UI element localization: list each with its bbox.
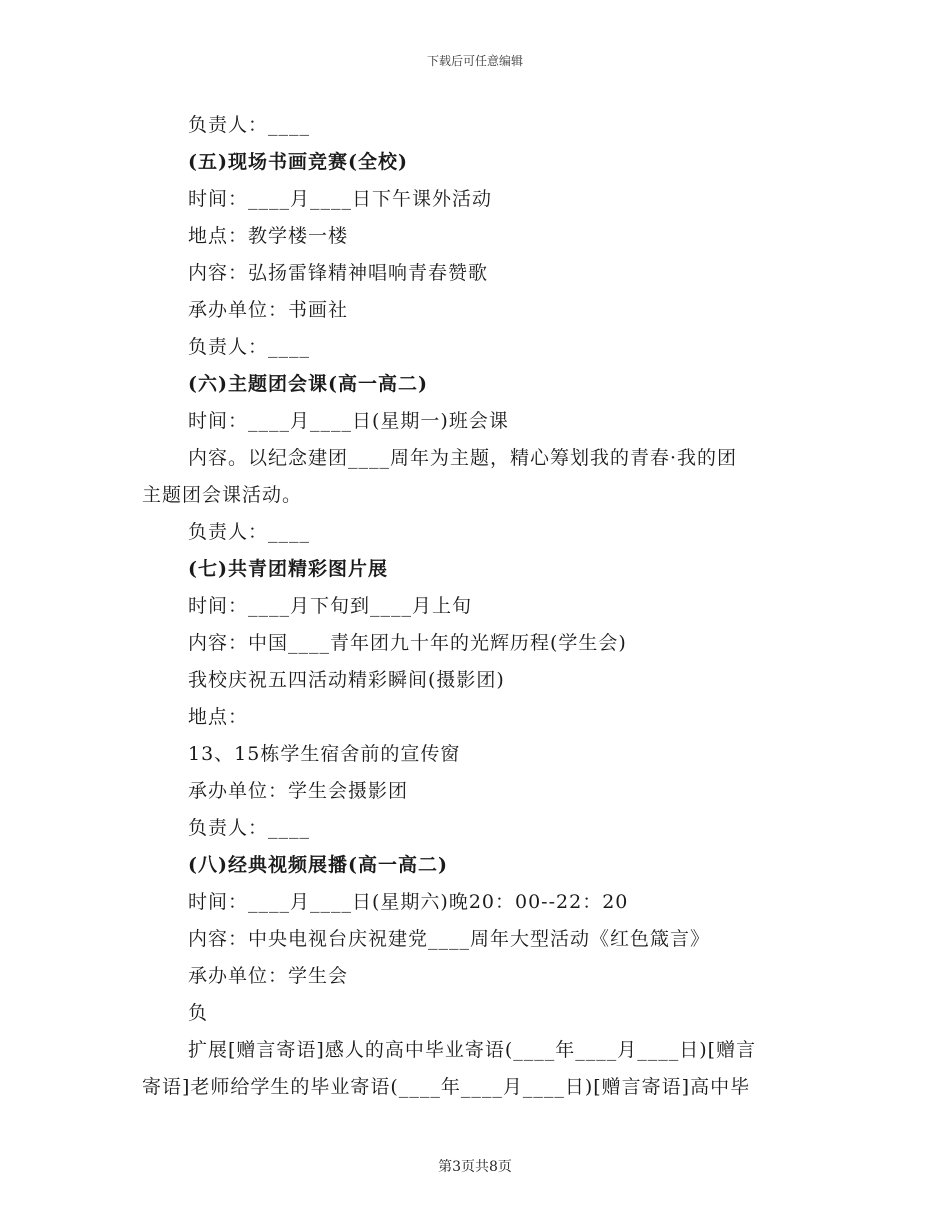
text-line: 13、15栋学生宿舍前的宣传窗 (188, 743, 461, 765)
text-line: 时间：____月____日(星期一)班会课 (188, 410, 509, 432)
text-line: 寄语]老师给学生的毕业寄语(____年____月____日)[赠言寄语]高中毕 (142, 1076, 751, 1098)
text-line: 负 (188, 1002, 209, 1024)
text-line: 内容。以纪念建团____周年为主题，精心筹划我的青春·我的团 (188, 447, 738, 469)
text-line: 承办单位：书画社 (188, 299, 349, 321)
text-line: 内容：中央电视台庆祝建党____周年大型活动《红色箴言》 (188, 928, 711, 950)
section-heading: (五)现场书画竞赛(全校) (188, 151, 408, 173)
text-line: 时间：____月____日(星期六)晚20：00--22：20 (188, 891, 629, 913)
text-line: 地点：教学楼一楼 (188, 225, 349, 247)
page-footer: 第3页共8页 (438, 1159, 512, 1175)
page-header: 下载后可任意编辑 (426, 54, 523, 68)
text-line: 扩展[赠言寄语]感人的高中毕业寄语(____年____月____日)[赠言 (188, 1039, 757, 1061)
text-line: 负责人：____ (188, 114, 311, 136)
document-body (0, 107, 950, 1106)
text-line: 内容：中国____青年团九十年的光辉历程(学生会) (188, 632, 627, 654)
text-line: 承办单位：学生会摄影团 (188, 780, 409, 802)
text-line: 负责人：____ (188, 521, 311, 543)
section-heading: (八)经典视频展播(高一高二) (188, 854, 448, 876)
text-line: 时间：____月下旬到____月上旬 (188, 595, 473, 617)
text-line: 负责人：____ (188, 336, 311, 358)
text-line: 我校庆祝五四活动精彩瞬间(摄影团) (188, 669, 505, 691)
text-line: 负责人：____ (188, 817, 311, 839)
text-line: 地点： (188, 706, 249, 728)
section-heading: (七)共青团精彩图片展 (188, 558, 388, 580)
text-line: 承办单位：学生会 (188, 965, 349, 987)
text-line: 时间：____月____日下午课外活动 (188, 188, 493, 210)
text-line: 内容：弘扬雷锋精神唱响青春赞歌 (188, 262, 489, 284)
section-heading: (六)主题团会课(高一高二) (188, 373, 428, 395)
text-line: 主题团会课活动。 (142, 484, 303, 506)
